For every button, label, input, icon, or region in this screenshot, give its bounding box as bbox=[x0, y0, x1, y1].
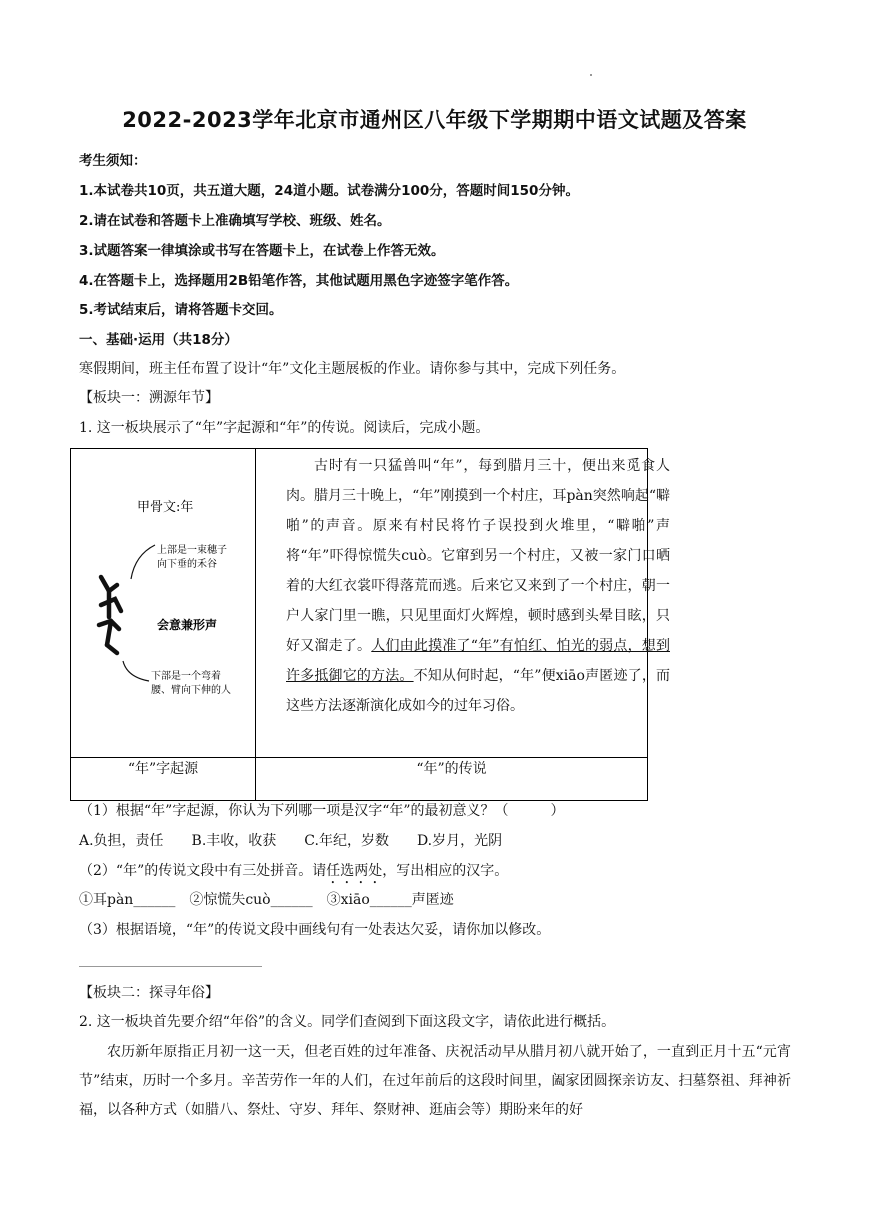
subquestion-2-before: （2）“年”的传说文段中有三处拼音。请 bbox=[79, 863, 327, 879]
subquestion-2-after: ，写出相应的汉字。 bbox=[382, 863, 509, 879]
origin-legend-table bbox=[70, 448, 671, 801]
subquestion-1-options: A.负担，责任 B.丰收，收获 C.年纪，岁数 D.岁月，光阴 bbox=[79, 833, 503, 849]
oracle-figure-cell bbox=[71, 449, 256, 758]
figure-bottom-note-2: 腰、臂向下伸的人 bbox=[151, 685, 231, 696]
section-heading: 一、基础·运用（共18分） bbox=[79, 332, 238, 348]
figure-middle-label: 会意兼形声 bbox=[157, 618, 218, 632]
question-1-stem: 1. 这一板块展示了“年”字起源和“年”的传说。阅读后，完成小题。 bbox=[79, 420, 490, 436]
subquestion-2-blanks: ①耳pàn______ ②惊慌失cuò______ ③xiāo______声匿迹 bbox=[79, 892, 454, 908]
customs-paragraph-text: 农历新年原指正月初一这一天，但老百姓的过年准备、庆祝活动早从腊月初八就开始了，一直到正月十五“元宵节”结束，历时一个多月。辛苦劳作一年的人们，在过年前后的这段时间里，阖家团圆探亲访友、扫墓祭祖、拜神祈福，以各种方式（如腊八、祭灶、守岁、拜年、祭财神、逛庙会等）期盼来年的好 bbox=[79, 1044, 791, 1118]
notice-item-5: 5.考试结束后，请将答题卡交回。 bbox=[79, 302, 283, 318]
notice-item-4: 4.在答题卡上，选择题用2B铅笔作答，其他试题用黑色字迹签字笔作答。 bbox=[79, 273, 519, 289]
oracle-nian-glyph bbox=[99, 577, 121, 653]
figure-bottom-note-1: 下部是一个弯着 bbox=[151, 671, 221, 682]
block1-label: 【板块一：溯源年节】 bbox=[79, 390, 219, 406]
footer-legend: “年”的传说 bbox=[256, 758, 648, 801]
legend-underlined-sentence: 人们由此摸准了“年”有怕红、怕光的弱点，想到许多抵御它的方法。 bbox=[286, 638, 670, 684]
legend-text bbox=[286, 451, 670, 721]
answer-divider bbox=[79, 966, 262, 967]
legend-text-end: 不知从何时起，“年”便xiāo声匿迹了，而这些方法逐渐演化成如今的过年习俗。 bbox=[286, 668, 671, 714]
bottom-arrow-line bbox=[123, 661, 149, 681]
legend-text-cell bbox=[256, 449, 671, 758]
figure-top-note-1: 上部是一束穗子 bbox=[157, 545, 227, 556]
subquestion-2 bbox=[79, 861, 508, 887]
notice-item-3: 3.试题答案一律填涂或书写在答题卡上，在试卷上作答无效。 bbox=[79, 243, 445, 259]
block2-label: 【板块二：探寻年俗】 bbox=[79, 985, 219, 1001]
footer-origin: “年”字起源 bbox=[71, 758, 256, 801]
notice-item-2: 2.请在试卷和答题卡上准确填写学校、班级、姓名。 bbox=[79, 213, 391, 229]
oracle-bone-figure bbox=[71, 449, 255, 757]
notice-heading: 考生须知： bbox=[79, 153, 147, 169]
section-intro: 寒假期间，班主任布置了设计“年”文化主题展板的作业。请你参与其中，完成下列任务。 bbox=[79, 361, 626, 377]
figure-top-note-2: 向下垂的禾谷 bbox=[157, 559, 217, 570]
customs-paragraph bbox=[79, 1038, 791, 1125]
subquestion-1: （1）根据“年”字起源，你认为下列哪一项是汉字“年”的最初意义？（ ） bbox=[79, 803, 565, 819]
notice-item-1: 1.本试卷共10页，共五道大题，24道小题。试卷满分100分，答题时间150分钟。 bbox=[79, 183, 579, 199]
question-2-stem: 2. 这一板块首先要介绍“年俗”的含义。同学们查阅到下面这段文字，请依此进行概括。 bbox=[79, 1014, 616, 1030]
legend-text-main: 古时有一只猛兽叫“年”，每到腊月三十，便出来觅食人肉。腊月三十晚上，“年”刚摸到一个村庄，耳pàn突然响起“噼啪”的声音。原来有村民将竹子误投到火堆里，“噼啪”声将“年”吓得惊慌失cuò。它窜到另一个村庄，又被一家门口晒着的大红衣裳吓得落荒而逃。后来它又来到了一个村庄，朝一户人家门里一瞧，只见里面灯火辉煌，顿时感到头晕目眩，只好又溜走了。 bbox=[286, 458, 670, 654]
subquestion-2-emphasis: 任选两处 bbox=[326, 863, 383, 879]
top-arrow-line bbox=[131, 545, 155, 579]
page-title: 2022-2023学年北京市通州区八年级下学期期中语文试题及答案 bbox=[122, 108, 747, 132]
figure-title: 甲骨文:年 bbox=[137, 500, 194, 515]
subquestion-3: （3）根据语境，“年”的传说文段中画线句有一处表达欠妥，请你加以修改。 bbox=[79, 922, 551, 938]
scan-dot bbox=[590, 74, 592, 76]
